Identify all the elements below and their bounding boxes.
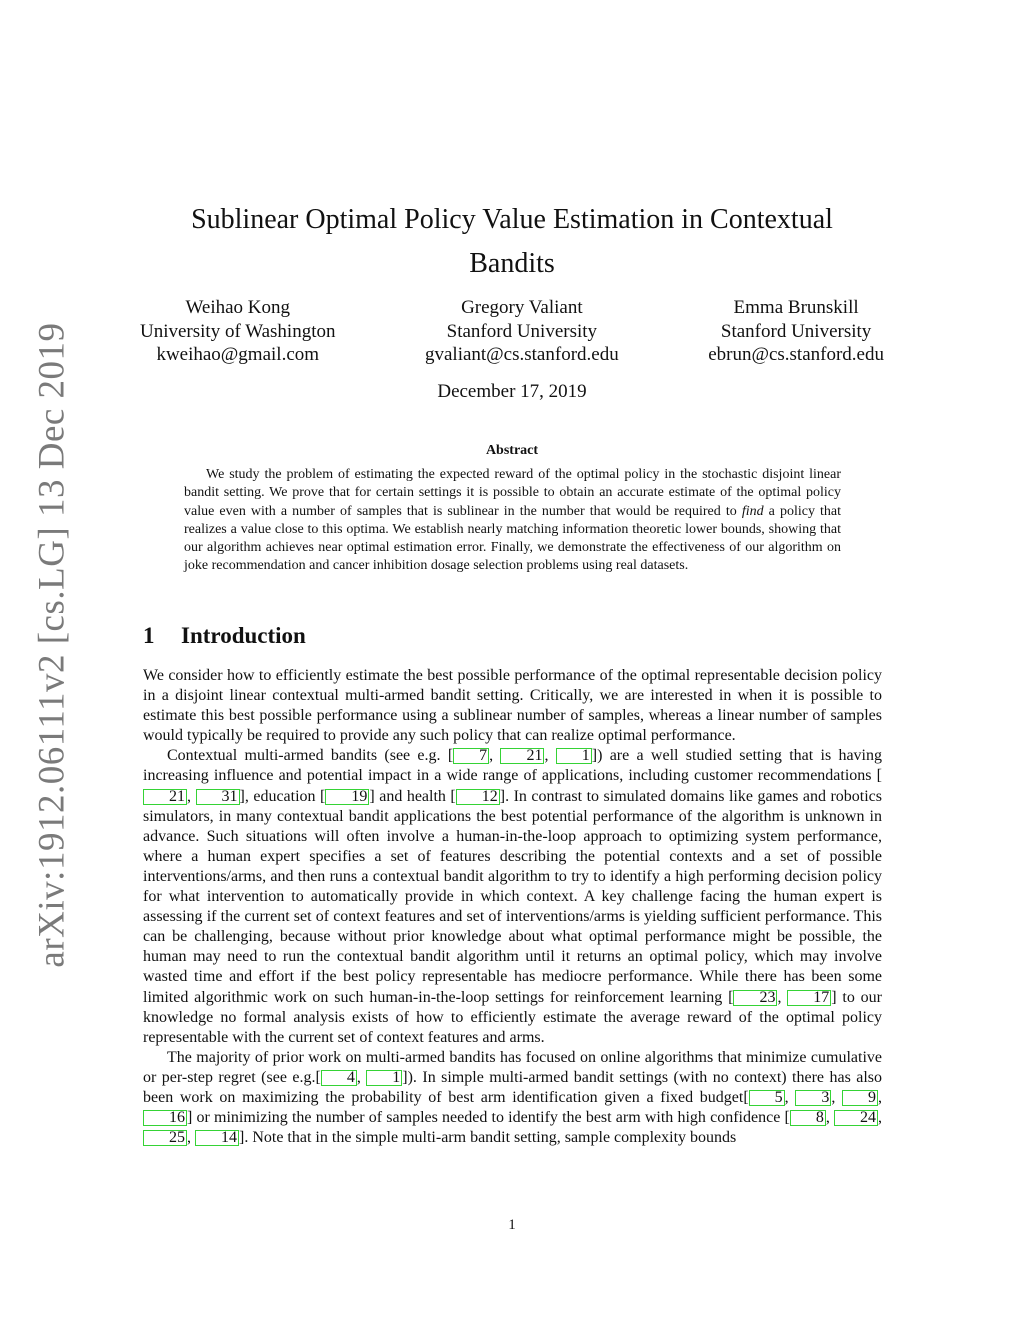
paragraph-3: [143, 1048, 882, 1148]
paper-date: December 17, 2019: [437, 381, 587, 402]
section-number: 1: [143, 623, 155, 648]
citation-link[interactable]: 14: [195, 1130, 239, 1146]
text-run: ]. Note that in the simple multi-arm bandit setting, sample complexity bounds: [239, 1129, 737, 1147]
citation-link[interactable]: 12: [456, 789, 500, 805]
page-number: 1: [508, 1217, 516, 1233]
text-run: ]). In simple multi-armed bandit settings (with no context) there has also been work on maximizing the probability of best arm identification given a fixed budget[: [143, 1068, 883, 1106]
abstract-text-part: a policy that realizes a value close to this optima. We establish nearly matching information theoretic lower bounds, showing that our algorithm achieves near optimal estimation error. Finally, we demonstrate the effectiveness of our algorithm on joke recommendation and cancer inhibition dosage selection problems using real datasets.: [184, 503, 842, 574]
citation-link[interactable]: 31: [196, 789, 240, 805]
author-affiliation: Stanford University: [720, 320, 872, 342]
citation-link[interactable]: 3: [795, 1090, 831, 1106]
text-run: ,: [784, 1088, 796, 1106]
citation-link[interactable]: 24: [834, 1110, 878, 1126]
paper-title: Sublinear Optimal Policy Value Estimation in Contextual Bandits: [191, 204, 833, 279]
citation-link[interactable]: 7: [453, 748, 489, 764]
author-name: Gregory Valiant: [461, 297, 583, 318]
citation-link[interactable]: 9: [842, 1090, 878, 1106]
author-block: [140, 296, 884, 367]
introduction-body: [143, 666, 882, 1148]
text-run: The majority of prior work on multi-armed bandits has focused on online algorithms that minimize cumulative or per-step regret (see e.g.[: [143, 1048, 882, 1086]
section-heading-introduction: [143, 623, 306, 649]
author-affiliation: Stanford University: [446, 320, 598, 342]
citation-link[interactable]: 4: [321, 1070, 357, 1086]
abstract-text-part: We study the problem of estimating the expected reward of the optimal policy in the stochastic disjoint linear bandit setting. We prove that for certain settings it is possible to obtain an accurate estimate of the optimal policy value even with a number of samples that is sublinear in the number that would be required to: [184, 467, 841, 519]
citation-link[interactable]: 5: [749, 1090, 785, 1106]
text-run: Contextual multi-armed bandits (see e.g. [: [167, 747, 454, 765]
citation-link[interactable]: 8: [790, 1110, 826, 1126]
abstract-emphasis-find: find: [741, 503, 764, 519]
citation-link[interactable]: 23: [733, 990, 777, 1006]
paragraph-2: [143, 746, 882, 1047]
arxiv-identifier-stamp: arXiv:1912.06111v2 [cs.LG] 13 Dec 2019: [31, 322, 73, 968]
text-run: ,: [878, 1088, 883, 1106]
author-email: ebrun@cs.stanford.edu: [708, 344, 884, 365]
author-email: gvaliant@cs.stanford.edu: [424, 344, 619, 365]
citation-link[interactable]: 16: [143, 1110, 187, 1126]
text-run: ,: [356, 1068, 367, 1086]
text-run: ,: [825, 1109, 834, 1127]
citation-link[interactable]: 21: [143, 789, 187, 805]
text-run: ,: [489, 747, 501, 765]
citation-link[interactable]: 19: [325, 789, 369, 805]
author-kong: [140, 296, 336, 367]
abstract-text: [184, 466, 841, 576]
abstract-heading: Abstract: [485, 443, 539, 458]
author-email: kweihao@gmail.com: [156, 344, 320, 365]
citation-link[interactable]: 25: [143, 1130, 187, 1146]
text-run: ,: [187, 1129, 195, 1147]
section-title: Introduction: [181, 623, 306, 648]
citation-link[interactable]: 21: [500, 748, 544, 764]
text-run: ,: [777, 988, 788, 1006]
author-name: Emma Brunskill: [733, 297, 859, 318]
paragraph-1: We consider how to efficiently estimate the best possible performance of the optimal representable decision policy in a disjoint linear contextual multi-armed bandit setting. Critically, we are interested in when it is possible to estimate this best possible performance using a sublinear number of samples, whereas a linear number of samples would typically be required to provide any such policy that can realize optimal performance.: [143, 667, 882, 745]
author-valiant: [425, 296, 619, 367]
text-run: ] to our knowledge no formal analysis exists of how to efficiently estimate the average reward of the optimal policy representable with the current set of context features and arms.: [143, 988, 883, 1046]
text-run: ] and health [: [369, 787, 456, 805]
text-run: ], education [: [239, 787, 326, 805]
text-run: ]. In contrast to simulated domains like games and robotics simulators, in many contextual bandit applications the best potential performance of the algorithm is unknown in advance. Such situations will often involve a human-in-the-loop approach to optimizing system performance, where a human expert specifies a set of features describing the potential contexts and a set of possible interventions/arms, and then runs a contextual bandit algorithm to try to identify a high performing decision policy for what intervention to automatically provide in which context. A key challenge facing the human expert is assessing if the current set of context features and set of interventions/arms is yielding sufficient performance. This can be challenging, because without prior knowledge about what optimal performance might be possible, the human may need to run the contextual bandit algorithm until it returns an optimal policy, which may involve wasted time and effort if the best policy representable has mediocre performance. While there has been some limited algorithmic work on such human-in-the-loop settings for reinforcement learning [: [143, 787, 883, 1006]
author-brunskill: [708, 296, 884, 367]
citation-link[interactable]: 1: [366, 1070, 402, 1086]
text-run: ,: [544, 747, 556, 765]
text-run: ] or minimizing the number of samples needed to identify the best arm with high confidence [: [187, 1109, 790, 1127]
author-affiliation: University of Washington: [140, 320, 336, 342]
text-run: ,: [878, 1109, 882, 1127]
citation-link[interactable]: 17: [787, 990, 831, 1006]
author-name: Weihao Kong: [185, 297, 291, 318]
citation-link[interactable]: 1: [556, 748, 592, 764]
text-run: ,: [187, 787, 196, 805]
text-run: ,: [831, 1088, 843, 1106]
text-run: ]) are a well studied setting that is having increasing influence and potential impact in a wide range of applications, including customer recommendations [: [143, 747, 883, 785]
